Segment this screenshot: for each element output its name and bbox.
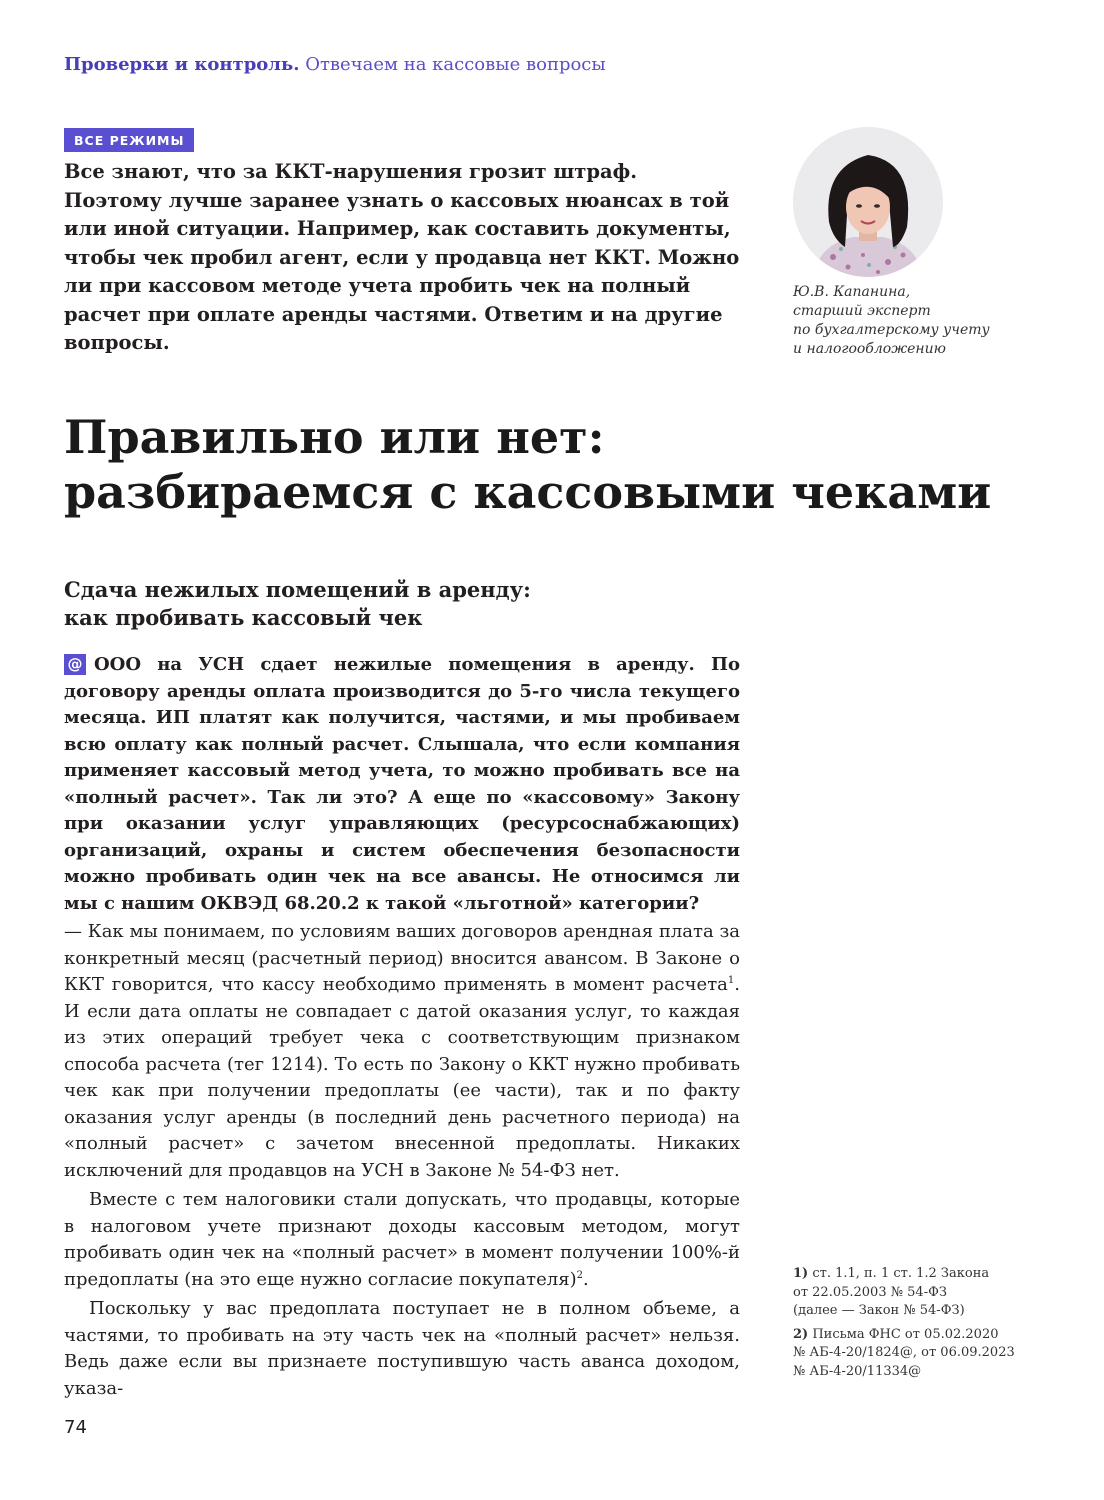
footnote-text: Письма ФНС от 05.02.2020: [812, 1326, 999, 1342]
article-title: [64, 410, 1044, 520]
footnote: [793, 1326, 1023, 1382]
footnote-ref: 1: [727, 975, 735, 986]
footnote-ref: 2: [576, 1269, 583, 1281]
section-heading-line: как пробивать кассовый чек: [64, 605, 423, 630]
footnote-text: № АБ-4-20/11334@: [793, 1363, 922, 1379]
author-name: Ю.В. Капанина,: [793, 284, 911, 300]
footnote-text: ст. 1.1, п. 1 ст. 1.2 Закона: [812, 1266, 990, 1281]
answer-text: — Как мы понимаем, по условиям ваших договоров арендная плата за конкретный месяц (расчетный период) вносится авансом. В Законе о ККТ говорится, что кассу необходимо применять в момент расчета: [64, 921, 740, 995]
answer-text: Вместе с тем налоговики стали допускать, что продавцы, которые в налоговом учете признают доходы кассовым методом, могут пробивать один чек на «полный расчет» в момент получении 100%-й предоплаты (на это еще нужно согласие покупателя): [64, 1189, 740, 1290]
lead-paragraph: Все знают, что за ККТ-нарушения грозит штраф. Поэтому лучше заранее узнать о кассовых нюансах в той или иной ситуации. Например, как составить документы, чтобы чек пробил агент, если у продавца нет ККТ. Можно ли при кассовом методе учета пробить чек на полный расчет при оплате аренды частями. Ответим и на другие вопросы.: [64, 160, 740, 354]
email-at-icon: @: [64, 654, 86, 675]
running-head: [64, 54, 606, 75]
footnote: [793, 1265, 1023, 1321]
footnote-text: (далее — Закон № 54-ФЗ): [793, 1303, 965, 1318]
author-role-line: по бухгалтерскому учету: [793, 322, 990, 338]
footnote-text: от 22.05.2003 № 54-ФЗ: [793, 1284, 947, 1300]
answer-paragraph: [64, 919, 740, 1184]
expert-answer: [64, 919, 740, 1402]
article-title-line: Правильно или нет:: [64, 410, 605, 464]
answer-paragraph: [64, 1187, 740, 1293]
author-photo: [793, 127, 943, 277]
answer-text: .: [582, 1268, 589, 1290]
footnotes: [793, 1265, 1023, 1386]
tax-regime-tag: ВСЕ РЕЖИМЫ: [64, 128, 194, 152]
footnote-number: 1): [793, 1266, 809, 1281]
section-name: Проверки и контроль.: [64, 54, 300, 75]
author-role-line: старший эксперт: [793, 303, 931, 319]
article-title-line: разбираемся с кассовыми чеками: [64, 465, 992, 519]
page-number: 74: [64, 1417, 87, 1438]
section-heading: [64, 576, 744, 632]
section-heading-line: Сдача нежилых помещений в аренду:: [64, 577, 531, 602]
author-role-line: и налогообложению: [793, 341, 946, 357]
answer-text: . И если дата оплаты не совпадает с датой оказания услуг, то каждая из этих операций требует чека с соответствующим признаком способа расчета (тег 1214). То есть по Закону о ККТ нужно пробивать чек как при получении предоплаты (ее части), так и по факту оказания услуг аренды (в последний день расчетного периода) на «полный расчет» с зачетом внесенной предоплаты. Никаких исключений для продавцов на УСН в Законе № 54-ФЗ нет.: [64, 974, 740, 1181]
answer-paragraph: Поскольку у вас предоплата поступает не в полном объеме, а частями, то пробивать на эту часть чек на «полный расчет» нельзя. Ведь даже если вы признаете поступившую часть аванса доходом, указа-: [64, 1298, 740, 1399]
reader-question: [64, 652, 740, 917]
footnote-text: № АБ-4-20/1824@, от 06.09.2023: [793, 1345, 1015, 1360]
author-caption: [793, 283, 1023, 359]
section-subtitle: Отвечаем на кассовые вопросы: [305, 54, 606, 75]
footnote-number: 2): [793, 1326, 809, 1342]
author-portrait-illustration: [793, 127, 943, 277]
question-text: ООО на УСН сдает нежилые помещения в аренду. По договору аренды оплата производится до 5-го числа текущего месяца. ИП платят как получится, частями, и мы пробиваем всю оплату как полный расчет. Слышала, что если компания применяет кассовый метод учета, то можно пробивать все на «полный расчет». Так ли это? А еще по «кассовому» Закону при оказании услуг управляющих (ресурсоснабжающих) организаций, охраны и систем обеспечения безопасности можно пробивать один чек на все авансы. Не относимся ли мы с нашим ОКВЭД 68.20.2 к такой «льготной» категории?: [64, 654, 740, 914]
